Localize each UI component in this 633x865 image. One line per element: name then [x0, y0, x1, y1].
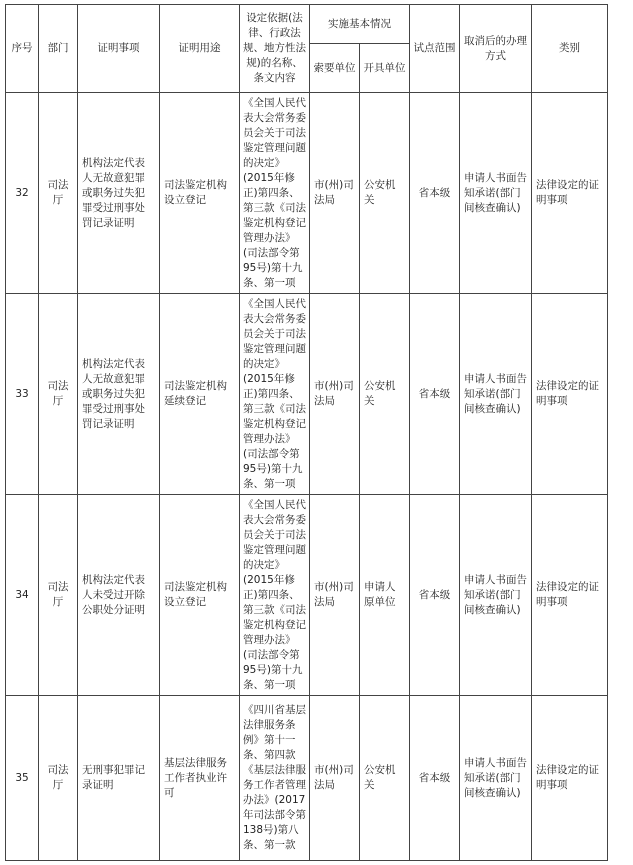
header-category: 类别: [532, 5, 608, 93]
cell-seq: 32: [6, 93, 39, 294]
cell-item: 无刑事犯罪记录证明: [78, 696, 160, 861]
certification-items-table: [5, 4, 608, 861]
cell-method: 申请人书面告知承诺(部门间核查确认): [460, 696, 532, 861]
cell-category: 法律设定的证明事项: [532, 495, 608, 696]
cell-dept: 司法厅: [39, 294, 78, 495]
cell-pilot: 省本级: [410, 294, 460, 495]
cell-issue-unit: 公安机关: [360, 93, 410, 294]
cell-use: 司法鉴定机构设立登记: [160, 93, 240, 294]
table-row: [6, 294, 608, 495]
cell-request-unit: 市(州)司法局: [310, 93, 360, 294]
cell-dept: 司法厅: [39, 93, 78, 294]
cell-item: 机构法定代表人无故意犯罪或职务过失犯罪受过刑事处罚记录证明: [78, 294, 160, 495]
table-row: [6, 93, 608, 294]
cell-item: 机构法定代表人未受过开除公职处分证明: [78, 495, 160, 696]
cell-category: 法律设定的证明事项: [532, 696, 608, 861]
header-seq: 序号: [6, 5, 39, 93]
cell-request-unit: 市(州)司法局: [310, 294, 360, 495]
cell-seq: 34: [6, 495, 39, 696]
cell-use: 司法鉴定机构延续登记: [160, 294, 240, 495]
header-use: 证明用途: [160, 5, 240, 93]
cell-dept: 司法厅: [39, 495, 78, 696]
header-request-unit: 索要单位: [310, 44, 360, 93]
header-basis: 设定依据(法律、行政法规、地方性法规)的名称、条文内容: [240, 5, 310, 93]
cell-request-unit: 市(州)司法局: [310, 696, 360, 861]
cell-basis: 《全国人民代表大会常务委员会关于司法鉴定管理问题的决定》(2015年修正)第四条、第三款《司法鉴定机构登记管理办法》(司法部令第95号)第十九条、第一项: [240, 93, 310, 294]
cell-dept: 司法厅: [39, 696, 78, 861]
cell-seq: 33: [6, 294, 39, 495]
cell-use: 司法鉴定机构设立登记: [160, 495, 240, 696]
cell-pilot: 省本级: [410, 93, 460, 294]
cell-basis: 《全国人民代表大会常务委员会关于司法鉴定管理问题的决定》(2015年修正)第四条、第三款《司法鉴定机构登记管理办法》(司法部令第95号)第十九条、第一项: [240, 294, 310, 495]
cell-method: 申请人书面告知承诺(部门间核查确认): [460, 93, 532, 294]
header-implementation: 实施基本情况: [310, 5, 410, 44]
cell-method: 申请人书面告知承诺(部门间核查确认): [460, 495, 532, 696]
cell-issue-unit: 申请人原单位: [360, 495, 410, 696]
table-row: [6, 696, 608, 861]
cell-issue-unit: 公安机关: [360, 294, 410, 495]
cell-pilot: 省本级: [410, 495, 460, 696]
cell-item: 机构法定代表人无故意犯罪或职务过失犯罪受过刑事处罚记录证明: [78, 93, 160, 294]
cell-issue-unit: 公安机关: [360, 696, 410, 861]
header-item: 证明事项: [78, 5, 160, 93]
cell-basis: 《全国人民代表大会常务委员会关于司法鉴定管理问题的决定》(2015年修正)第四条、第三款《司法鉴定机构登记管理办法》(司法部令第95号)第十九条、第一项: [240, 495, 310, 696]
cell-seq: 35: [6, 696, 39, 861]
header-dept: 部门: [39, 5, 78, 93]
cell-method: 申请人书面告知承诺(部门间核查确认): [460, 294, 532, 495]
header-row-1: [6, 5, 608, 44]
header-method: 取消后的办理方式: [460, 5, 532, 93]
cell-category: 法律设定的证明事项: [532, 93, 608, 294]
cell-request-unit: 市(州)司法局: [310, 495, 360, 696]
table-row: [6, 495, 608, 696]
header-pilot: 试点范围: [410, 5, 460, 93]
cell-category: 法律设定的证明事项: [532, 294, 608, 495]
cell-pilot: 省本级: [410, 696, 460, 861]
header-issue-unit: 开具单位: [360, 44, 410, 93]
cell-basis: 《四川省基层法律服务条例》第十一条、第四款《基层法律服务工作者管理办法》(2017年司法部令第138号)第八条、第一款: [240, 696, 310, 861]
cell-use: 基层法律服务工作者执业许可: [160, 696, 240, 861]
